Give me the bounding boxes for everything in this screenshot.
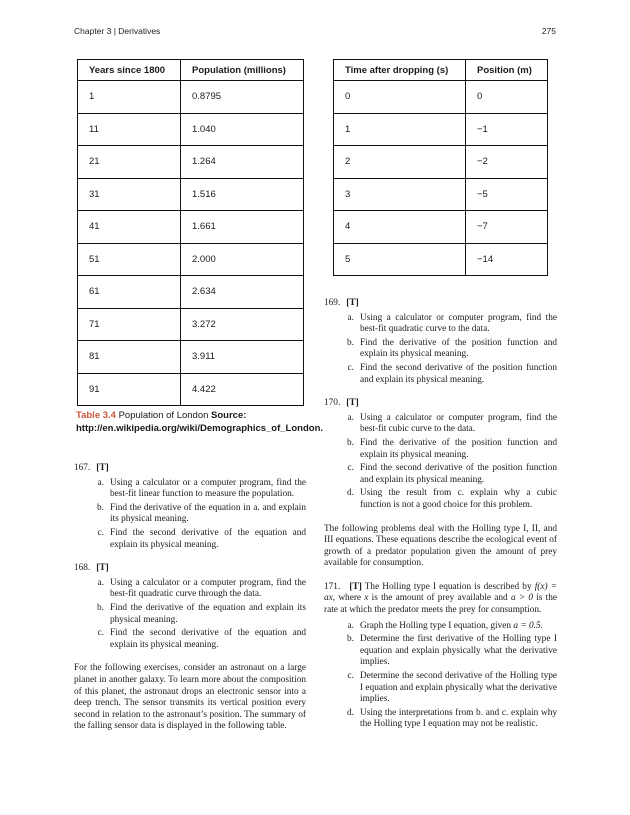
problem-part (324, 634, 557, 669)
part-letter: a. (347, 620, 354, 631)
table-cell: 0.8795 (181, 81, 304, 114)
table-row (334, 81, 548, 114)
table-row (78, 211, 304, 244)
part-text: Find the derivative of the equation and explain its physical meaning. (110, 602, 306, 625)
table-cell: 91 (78, 373, 181, 406)
problem-part (74, 503, 306, 526)
problem-169 (324, 298, 557, 386)
problem-number: 170. (324, 398, 341, 409)
problem-parts (74, 478, 306, 552)
part-text: Using a calculator or a computer program, find the best-fit linear function to measure the population. (110, 477, 306, 500)
table-cell: −2 (466, 146, 548, 179)
part-letter: a. (347, 412, 354, 423)
table-cell: 1.264 (181, 146, 304, 179)
part-letter: b. (347, 634, 354, 645)
table-cell: 2.000 (181, 243, 304, 276)
problem-part (324, 413, 557, 436)
part-letter: d. (347, 488, 354, 499)
astronaut-intro: For the following exercises, consider an astronaut on a large planet in another galaxy. To learn more about the composition of this planet, the astronaut drops an electronic sensor into a deep trench. The sensor transmits its vertical position every second in relation to the astronaut’s position. The summary of the falling sensor data is displayed in the following table. (74, 663, 306, 732)
problem-text: The Holling type I equation is described by (361, 581, 535, 592)
problem-part (324, 708, 557, 731)
table-cell: 81 (78, 341, 181, 374)
column-header: Years since 1800 (78, 60, 181, 81)
column-header: Position (m) (466, 60, 548, 81)
part-letter: b. (347, 437, 354, 448)
problem-part (324, 313, 557, 336)
column-header: Time after dropping (s) (334, 60, 466, 81)
part-letter: b. (347, 337, 354, 348)
table-cell: 0 (466, 81, 548, 114)
problem-167 (74, 463, 306, 551)
table-cell: 4 (334, 211, 466, 244)
problem-170 (324, 398, 557, 511)
part-letter: b. (97, 502, 104, 513)
problem-part (324, 363, 557, 386)
table-cell: 0 (334, 81, 466, 114)
part-letter: c. (347, 463, 354, 474)
table-cell: −5 (466, 178, 548, 211)
part-text: Determine the first derivative of the Holling type I equation and explain physically what the derivative implies. (360, 634, 557, 668)
table-row (78, 146, 304, 179)
table-caption (76, 410, 324, 435)
table-row (334, 243, 548, 276)
table-cell: 61 (78, 276, 181, 309)
part-letter: a. (97, 577, 104, 588)
math-a: a > 0 (510, 593, 533, 604)
problem-part (324, 338, 557, 361)
part-text: Determine the second derivative of the Holling type I equation and explain physically what the derivative implies. (360, 671, 557, 705)
part-letter: c. (347, 362, 354, 373)
table-cell: 2.634 (181, 276, 304, 309)
part-text: Find the second derivative of the position function and explain its physical meaning. (360, 463, 557, 485)
page-number: 275 (541, 26, 556, 36)
table-row (334, 178, 548, 211)
problem-part (324, 671, 557, 706)
problem-number: 171. (324, 581, 341, 592)
table-cell: 5 (334, 243, 466, 276)
part-text: Using the interpretations from b. and c. explain why the Holling type I equation may not be realistic. (360, 707, 557, 730)
table-cell: 11 (78, 113, 181, 146)
population-table (77, 59, 304, 406)
table-row (78, 178, 304, 211)
table-row (78, 81, 304, 114)
table-row (78, 276, 304, 309)
holling-intro: The following problems deal with the Holling type I, II, and III equations. These equations describe the ecological event of growth of a predator population given the amount of prey available for consumption. (324, 523, 557, 569)
math-x: x (364, 593, 369, 604)
problem-part (324, 488, 557, 511)
problem-head (74, 463, 306, 475)
table-cell: 3.272 (181, 308, 304, 341)
table-header-row (78, 60, 304, 81)
part-letter: a. (347, 312, 354, 323)
table-row (334, 146, 548, 179)
problem-part (324, 621, 557, 633)
table-cell: 1.661 (181, 211, 304, 244)
problem-tag: [T] (346, 398, 359, 409)
problem-parts (324, 313, 557, 387)
problem-text: is the rate at which the predator meets the prey for consumption. (324, 593, 557, 616)
table-cell: −1 (466, 113, 548, 146)
caption-label: Table 3.4 (76, 410, 116, 421)
problem-part (324, 463, 557, 486)
part-text: Find the second derivative of the equation and explain its physical meaning. (110, 628, 306, 650)
column-header: Population (millions) (181, 60, 304, 81)
right-column (324, 298, 557, 743)
problem-part (74, 578, 306, 601)
problem-part (74, 478, 306, 501)
part-letter: b. (97, 602, 104, 613)
part-text: Using the result from c. explain why a cubic function is not a good choice for this problem. (360, 488, 557, 510)
part-text: Using a calculator or computer program, find the best-fit quadratic curve to the data. (360, 312, 557, 335)
part-letter: d. (347, 707, 354, 718)
table-header-row (334, 60, 548, 81)
problem-tag: [T] (96, 463, 109, 473)
problem-text: where (335, 593, 365, 604)
problem-171-stem (324, 582, 557, 617)
part-text: Find the derivative of the position function and explain its physical meaning. (360, 337, 557, 360)
problem-parts (324, 621, 557, 731)
table-cell: 4.422 (181, 373, 304, 406)
table-cell: 2 (334, 146, 466, 179)
problem-171 (324, 582, 557, 731)
table-cell: 3.911 (181, 341, 304, 374)
table-cell: 3 (334, 178, 466, 211)
table-row (334, 113, 548, 146)
part-text: Using a calculator or computer program, find the best-fit cubic curve to the data. (360, 412, 557, 435)
table-row (78, 308, 304, 341)
part-text: Find the derivative of the equation in a. and explain its physical meaning. (110, 502, 306, 525)
table-row (78, 243, 304, 276)
problem-parts (74, 578, 306, 652)
problem-part (74, 528, 306, 551)
table-cell: 1.040 (181, 113, 304, 146)
part-letter: a. (97, 477, 104, 488)
problem-tag: [T] (349, 581, 362, 592)
table-cell: −7 (466, 211, 548, 244)
part-text: Find the second derivative of the equation and explain its physical meaning. (110, 527, 306, 550)
part-text: Graph the Holling type I equation, given a = 0.5. (360, 620, 543, 631)
table-cell: 41 (78, 211, 181, 244)
part-letter: c. (97, 628, 104, 639)
table-cell: 51 (78, 243, 181, 276)
chapter-header: Chapter 3 | Derivatives (74, 26, 161, 36)
table-row (334, 211, 548, 244)
caption-source: Source: http://en.wikipedia.org/wiki/Demographics_of_London. (76, 410, 324, 434)
problem-number: 169. (324, 298, 341, 308)
table-cell: 1.516 (181, 178, 304, 211)
problem-number: 168. (74, 563, 91, 574)
left-column (74, 463, 306, 745)
problem-head (324, 298, 557, 310)
math-fx: f(x) = ax, (324, 581, 557, 604)
sensor-position-table (333, 59, 548, 276)
caption-text: Population of London (115, 410, 212, 421)
part-letter: c. (347, 671, 354, 682)
problem-head (324, 398, 557, 410)
table-cell: 21 (78, 146, 181, 179)
problem-text: is the amount of prey available and (368, 593, 511, 604)
table-row (78, 113, 304, 146)
table-cell: 31 (78, 178, 181, 211)
problem-parts (324, 413, 557, 512)
part-math: a = 0.5. (513, 620, 543, 631)
problem-number: 167. (74, 463, 91, 473)
problem-tag: [T] (96, 563, 109, 574)
problem-tag: [T] (346, 298, 359, 308)
problem-head (74, 563, 306, 575)
problem-part (74, 603, 306, 626)
problem-part (74, 628, 306, 651)
part-letter: c. (97, 527, 104, 538)
part-text: Using a calculator or a computer program, find the best-fit quadratic curve through the data. (110, 577, 306, 600)
problem-part (324, 438, 557, 461)
table-cell: 71 (78, 308, 181, 341)
table-row (78, 341, 304, 374)
table-row (78, 373, 304, 406)
problem-168 (74, 563, 306, 651)
table-cell: 1 (334, 113, 466, 146)
part-text: Find the second derivative of the position function and explain its physical meaning. (360, 362, 557, 385)
table-cell: 1 (78, 81, 181, 114)
part-text: Find the derivative of the position function and explain its physical meaning. (360, 437, 557, 460)
table-cell: −14 (466, 243, 548, 276)
